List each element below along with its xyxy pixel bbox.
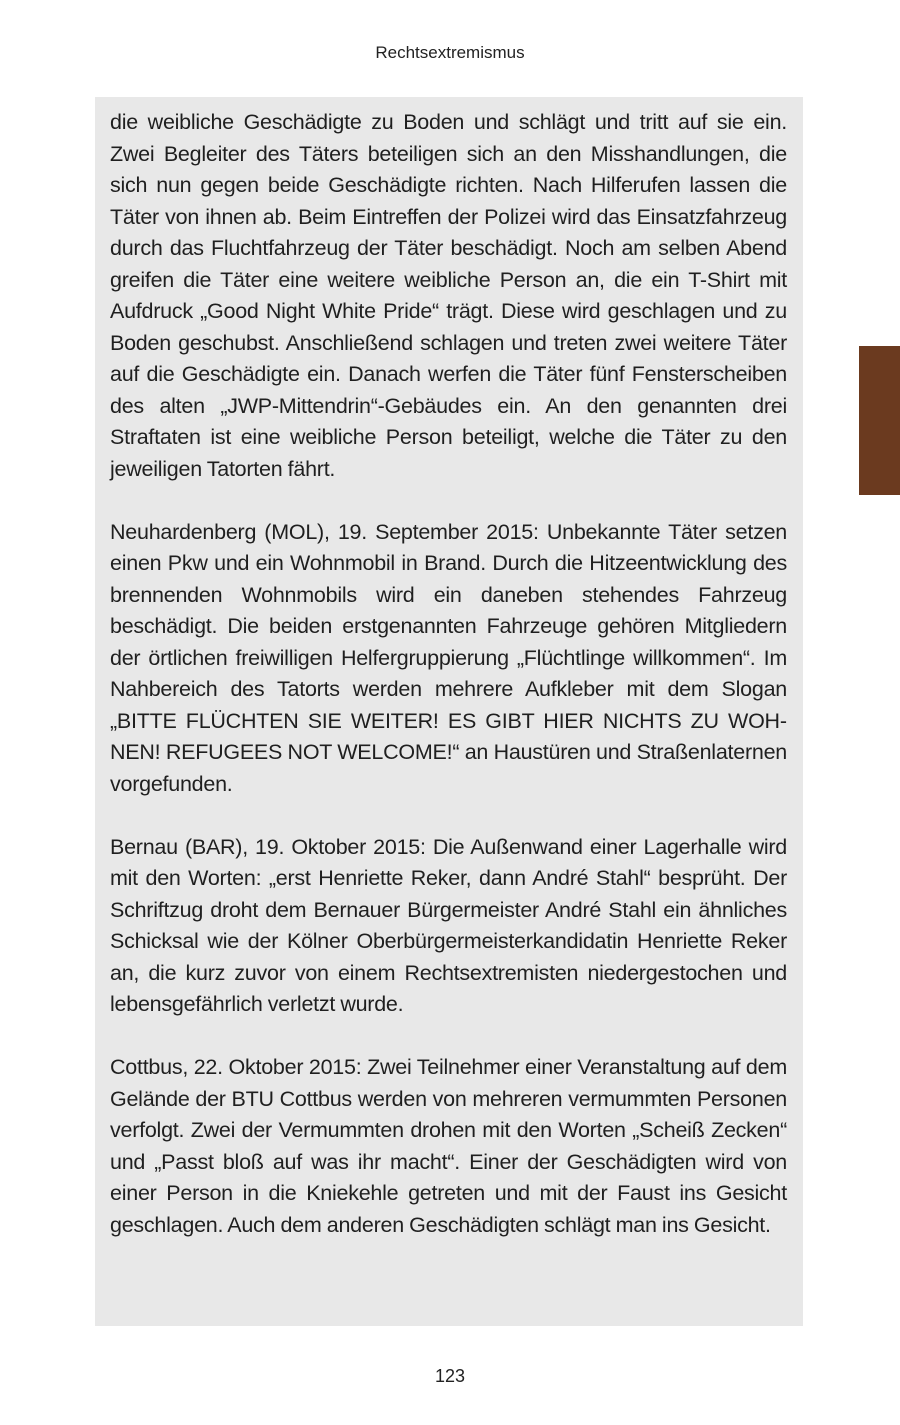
page-number: 123 [434,1366,466,1386]
running-header: Rechtsextremismus [375,43,525,62]
paragraph-cottbus: Cottbus, 22. Oktober 2015: Zwei Teilnehmer einer Veranstaltung auf dem Gelände der BTU Cottbus werden von mehreren vermummten Personen verfolgt. Zwei der Vermummten drohen mit den Worten „Scheiß Zecken“ und „Passt bloß auf was ihr macht“. Einer der Geschädigten wird von einer Person in die Kniekehle getreten und mit der Faust ins Gesicht geschlagen. Auch dem anderen Geschädigten schlägt man ins Gesicht. [110,1055,787,1237]
paragraph-continuation: die weibliche Geschädigte zu Boden und schlägt und tritt auf sie ein. Zwei Begleiter des Täters beteiligen sich an den Misshandlungen, die sich nun gegen beide Geschädigte richten. Nach Hilferufen lassen die Täter von ihnen ab. Beim Eintreffen der Polizei wird das Einsatzfahrzeug durch das Fluchtfahrzeug der Täter beschädigt. Noch am selben Abend greifen die Täter eine weitere weibliche Person an, die ein T-Shirt mit Aufdruck „Good Night White Pride“ trägt. Diese wird geschlagen und zu Boden geschubst. Anschließend schlagen und treten zwei weitere Täter auf die Geschädigte ein. Danach werfen die Täter fünf Fensterscheiben des alten „JWP-Mittendrin“-Gebäudes ein. An den genannten drei Straftaten ist eine weibliche Person beteiligt, welche die Täter zu den jeweiligen Tatorten fährt. [110,110,787,481]
paragraph-neuhardenberg: Neuhardenberg (MOL), 19. September 2015: Unbekannte Täter setzen einen Pkw und ein Wohnmobil in Brand. Durch die Hitzeentwicklung des brennenden Wohnmobils wird ein daneben stehendes Fahrzeug beschädigt. Die beiden erstgenannten Fahrzeuge gehören Mitgliedern der örtlichen freiwilligen Helfergruppierung „Flüchtlinge willkommen“. Im Nahbereich des Tatorts werden mehrere Aufkleber mit dem Slogan „BITTE FLÜCHTEN SIE WEITER! ES GIBT HIER NICHTS ZU WOHNEN! REFUGEES NOT WELCOME!“ an Haustüren und Straßenlaternen vorgefunden. [110,519,787,796]
paragraph-bernau: Bernau (BAR), 19. Oktober 2015: Die Außenwand einer Lagerhalle wird mit den Worten: „erst Henriette Reker, dann André Stahl“ besprüht. Der Schriftzug droht dem Bernauer Bürgermeister André Stahl ein ähnliches Schicksal wie der Kölner Oberbürgermeisterkandidatin Henriette Reker an, die kurz zuvor von einem Rechtsextremisten niedergestochen und lebensgefährlich verletzt wurde. [110,834,787,1016]
chapter-side-tab [859,346,900,495]
text-box [95,97,803,1326]
